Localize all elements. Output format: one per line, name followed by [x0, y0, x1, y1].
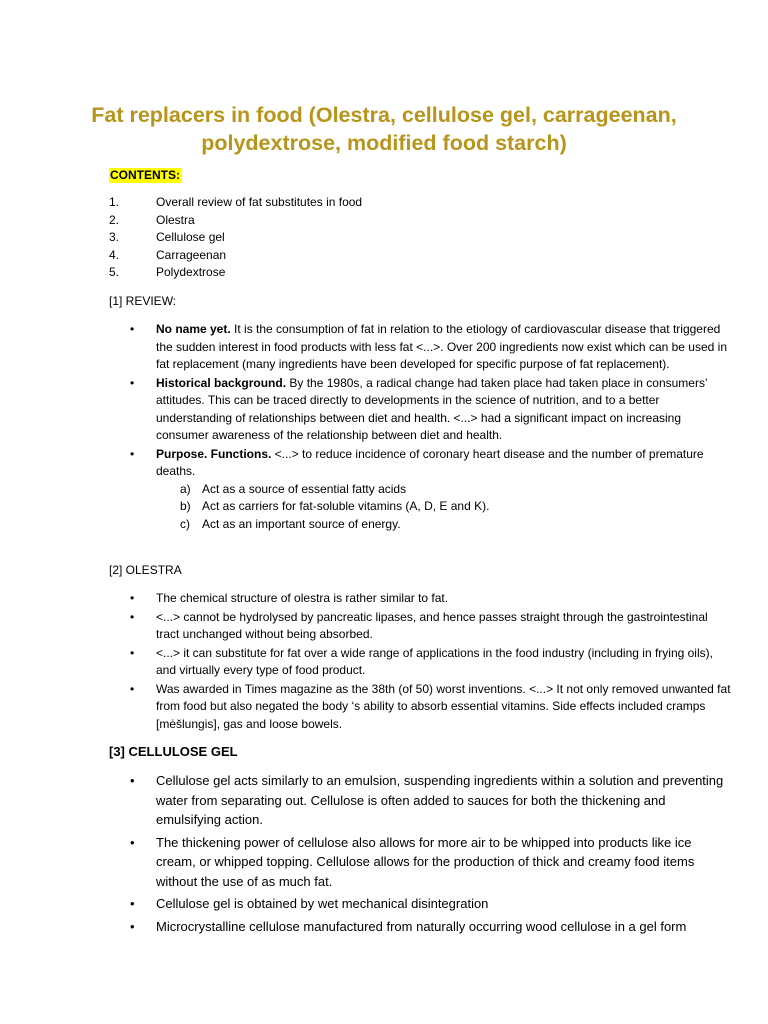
bullet-icon: •	[130, 681, 135, 696]
contents-item: 3. Cellulose gel	[109, 230, 225, 245]
list-item: • Cellulose gel is obtained by wet mechanical disintegration	[109, 894, 734, 914]
bullet-icon: •	[130, 609, 135, 624]
olestra-list	[109, 590, 734, 734]
list-item: • The thickening power of cellulose also allows for more air to be whipped into products like ice cream, or whipped topping. Cellulose allows for the production of thick and creamy food items without the use of as much fat.	[130, 834, 695, 889]
contents-item: 2. Olestra	[109, 212, 195, 227]
sub-list-item: a) Act as a source of essential fatty acids	[180, 481, 407, 496]
bullet-icon: •	[130, 896, 135, 911]
bullet-icon: •	[130, 322, 135, 336]
bullet-icon: •	[130, 375, 135, 390]
bullet-icon: •	[130, 591, 135, 605]
list-item: • <...> cannot be hydrolysed by pancreatic lipases, and hence passes straight through the gastrointestinal tract unchanged without being absorbed.	[130, 609, 708, 641]
section-heading-olestra: [2] OLESTRA	[109, 563, 182, 577]
sub-list-item: b) Act as carriers for fat-soluble vitamins (A, D, E and K).	[180, 499, 490, 513]
sub-list-item: c) Act as an important source of energy.	[180, 516, 401, 531]
bullet-icon: •	[130, 645, 135, 660]
section-heading-review: [1] REVIEW:	[109, 294, 177, 308]
bullet-icon: •	[130, 446, 135, 461]
contents-list	[109, 194, 709, 282]
bullet-icon: •	[130, 918, 135, 934]
list-item: • Historical background. By the 1980s, a radical change had taken place had taken place in consumers’ attitudes. This can be traced directly to developments in the science of nutrition, and to a better understanding of relationships between diet and health. <...> had a significant impact on increasing consumer awareness of the relationship between diet and health.	[130, 375, 708, 442]
contents-item: 4. Carrageenan	[109, 247, 227, 262]
list-item: • Cellulose gel acts similarly to an emulsion, suspending ingredients within a solution and preventing water from separating out. Cellulose is often added to sauces for both the thickening and emulsifying action.	[130, 773, 724, 827]
review-list	[109, 321, 734, 534]
bullet-icon: •	[130, 834, 135, 850]
list-item: • The chemical structure of olestra is rather similar to fat.	[109, 590, 734, 608]
list-item: • Purpose. Functions. <...> to reduce incidence of coronary heart disease and the number of premature deaths. a) Act as a source of essential fatty acids b) Act as carriers for fat-soluble vitamins (A, D, E and K). c) Act as an important source of energy.	[109, 446, 734, 534]
page-title: Fat replacers in food (Olestra, cellulose gel, carrageenan, polydextrose, modified food starch)	[91, 103, 677, 155]
section-heading-cellulose: [3] CELLULOSE GEL	[109, 744, 238, 759]
contents-item: 1. Overall review of fat substitutes in food	[109, 195, 363, 209]
bullet-icon: •	[130, 773, 135, 788]
list-item: • Microcrystalline cellulose manufactured from naturally occurring wood cellulose in a gel form	[109, 917, 734, 937]
cellulose-list	[109, 771, 734, 939]
contents-item: 5. Polydextrose	[109, 265, 226, 280]
contents-label: CONTENTS:	[110, 168, 180, 182]
list-item: • Was awarded in Times magazine as the 38th (of 50) worst inventions. <...> It not only removed unwanted fat from food but also negated the body ‘s ability to absorb essential vitamins. Side effects included cramps [mėšlungis], gas and loose bowels.	[130, 681, 731, 731]
list-item: • No name yet. It is the consumption of fat in relation to the etiology of cardiovascular disease that triggered the sudden interest in food products with less fat <...>. Over 200 ingredients now exist which can be used in fat replacement (many ingredients have been developed for specific purpose of fat replacement).	[130, 322, 727, 371]
list-item: • <...> it can substitute for fat over a wide range of applications in the food industry (including in frying oils), and virtually every type of food product.	[130, 645, 713, 677]
